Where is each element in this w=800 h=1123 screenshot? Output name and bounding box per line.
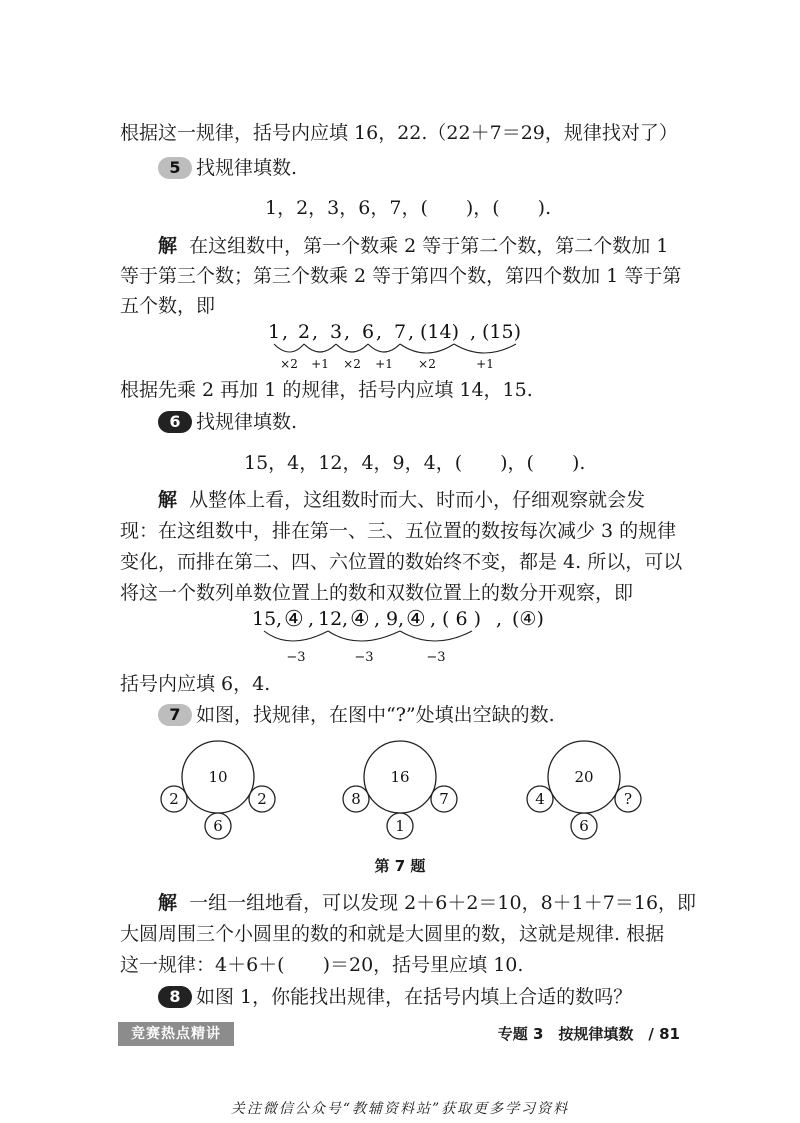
- conclusion-line: 根据先乘 2 再加 1 的规律，括号内应填 14，15.: [120, 379, 533, 401]
- small-circle-value: 7: [439, 790, 449, 808]
- svg-text:,: ,: [470, 321, 477, 343]
- seq-term: 3: [330, 321, 343, 343]
- problem-5-sequence: 1，2，3，6，7，( )，( ).: [265, 197, 552, 219]
- solution-line: 变化，而排在第二、四、六位置的数始终不变，都是 4. 所以，可以: [120, 551, 683, 573]
- svg-text:,: ,: [408, 321, 415, 343]
- op-label: −3: [354, 650, 374, 665]
- seq-term: (15): [482, 321, 522, 343]
- svg-text:,: ,: [344, 321, 351, 343]
- small-circle-value: 6: [579, 817, 589, 835]
- op-label: ×2: [280, 357, 298, 371]
- arc: [454, 344, 516, 353]
- arc: [264, 631, 328, 641]
- op-label: ×2: [418, 357, 436, 371]
- problem-7-heading: [158, 702, 718, 728]
- conclusion-line: 括号内应填 6，4.: [120, 673, 271, 695]
- small-circle-value: 6: [213, 817, 223, 835]
- solution-line: 大圆周围三个小圆里的数的和就是大圆里的数，这就是规律. 根据: [120, 923, 665, 945]
- op-label: +1: [311, 357, 329, 371]
- seq-term: ④: [284, 607, 304, 632]
- op-label: +1: [476, 357, 494, 371]
- problem-title: 找规律填数.: [196, 157, 298, 179]
- svg-text:,: ,: [282, 321, 289, 343]
- arc: [400, 344, 454, 353]
- arc: [274, 344, 304, 352]
- arc: [336, 344, 368, 352]
- figure-caption: 第 7 题: [374, 857, 426, 875]
- seq-term: 9: [386, 608, 399, 630]
- solution-line: 将这一个数列单数位置上的数和双数位置上的数分开观察，即: [120, 582, 634, 604]
- small-circle-value: 2: [169, 790, 179, 808]
- arc: [400, 631, 472, 641]
- svg-text:,: ,: [342, 608, 349, 630]
- problem-5-heading: [158, 155, 718, 181]
- problem-8-heading: [158, 984, 718, 1010]
- seq-term: 7: [394, 321, 407, 343]
- svg-text:,: ,: [496, 608, 503, 630]
- problem-title: 如图 1，你能找出规律，在括号内填上合适的数吗？: [196, 986, 633, 1008]
- big-circle-value: 20: [574, 768, 594, 786]
- solution-line: [158, 487, 718, 513]
- sequence-diagram-5: [260, 318, 550, 372]
- solution-text: 在这组数中，第一个数乘 2 等于第二个数，第二个数加 1: [189, 235, 669, 257]
- seq-term: ④: [406, 607, 426, 632]
- page-footer: 专题 3 按规律填数 / 81: [497, 1025, 680, 1043]
- op-label: −3: [286, 650, 306, 665]
- op-label: −3: [426, 650, 446, 665]
- seq-term: ( 6 ): [442, 608, 481, 630]
- problem-6-sequence: 15，4，12，4，9，4，( )，( ).: [244, 452, 586, 474]
- svg-text:,: ,: [276, 608, 283, 630]
- seq-term: (④): [512, 608, 544, 630]
- circle-figures: [150, 735, 670, 845]
- solution-text: 从整体上看，这组数时而大、时而小，仔细观察就会发: [189, 489, 646, 511]
- small-circle-value: 2: [257, 790, 267, 808]
- text-line: 根据这一规律，括号内应填 16，22.（22＋7＝29，规律找对了）: [120, 122, 678, 144]
- solution-label: 解: [158, 235, 178, 257]
- arc: [328, 631, 400, 641]
- small-circle-value: 1: [395, 817, 405, 835]
- seq-term: 1: [268, 321, 281, 343]
- svg-text:,: ,: [374, 608, 381, 630]
- problem-6-heading: [158, 409, 718, 435]
- small-circle-value: 8: [351, 790, 361, 808]
- problem-number-badge: 5: [158, 157, 192, 179]
- solution-line: [158, 233, 718, 259]
- sequence-diagram-6: [250, 605, 560, 667]
- arc: [368, 344, 400, 352]
- solution-line: [158, 890, 718, 916]
- op-label: +1: [375, 357, 393, 371]
- svg-text:,: ,: [312, 321, 319, 343]
- section-tag: 竞赛热点精讲: [118, 1022, 234, 1046]
- svg-text:,: ,: [398, 608, 405, 630]
- problem-number-badge: 7: [158, 704, 192, 726]
- problem-number-badge: 6: [158, 411, 192, 433]
- seq-term: ④: [350, 607, 370, 632]
- solution-line: 五个数，即: [120, 295, 216, 317]
- seq-term: (14): [420, 321, 460, 343]
- solution-line: 这一规律：4＋6＋( )＝20，括号里应填 10.: [120, 954, 524, 976]
- seq-term: 6: [362, 321, 375, 343]
- big-circle-value: 16: [390, 768, 410, 786]
- op-label: ×2: [343, 357, 361, 371]
- solution-line: 等于第三个数；第三个数乘 2 等于第四个数，第四个数加 1 等于第: [120, 265, 682, 287]
- arc: [304, 344, 336, 352]
- seq-term: 12: [318, 608, 343, 630]
- seq-term: 15: [252, 608, 277, 630]
- solution-text: 一组一组地看，可以发现 2＋6＋2＝10，8＋1＋7＝16，即: [189, 892, 697, 914]
- svg-text:,: ,: [308, 608, 315, 630]
- watermark-note: 关注微信公众号“教辅资料站”获取更多学习资料: [230, 1101, 570, 1117]
- solution-label: 解: [158, 489, 178, 511]
- small-circle-value: 4: [535, 790, 545, 808]
- seq-term: 2: [298, 321, 311, 343]
- problem-number-badge: 8: [158, 986, 192, 1008]
- big-circle-value: 10: [208, 768, 228, 786]
- solution-label: 解: [158, 892, 178, 914]
- svg-text:,: ,: [376, 321, 383, 343]
- small-circle-value: ?: [623, 790, 633, 808]
- problem-title: 如图，找规律，在图中“?”处填出空缺的数.: [196, 704, 555, 726]
- solution-line: 现：在这组数中，排在第一、三、五位置的数按每次减少 3 的规律: [120, 520, 677, 542]
- problem-title: 找规律填数.: [196, 411, 298, 433]
- svg-text:,: ,: [430, 608, 437, 630]
